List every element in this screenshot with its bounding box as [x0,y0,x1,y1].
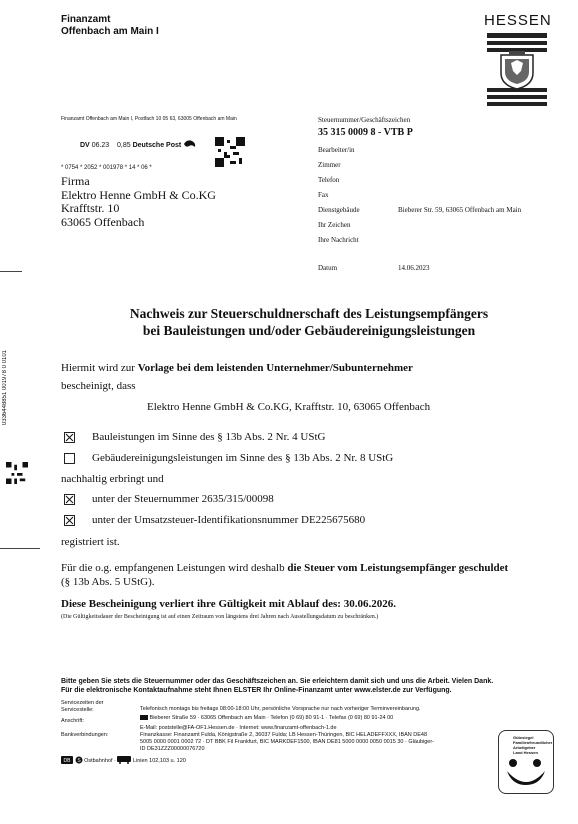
carrier-name: Deutsche Post [132,142,182,149]
sustained-text: nachhaltig erbringt und [61,473,164,485]
bus-icon [117,756,131,764]
badge-line-3: Arbeitgeber [513,745,536,750]
option-construction-label: Bauleistungen im Sinne des § 13b Abs. 2 Nr. 4 UStG [92,431,326,443]
train-icon [61,756,73,764]
office-name [61,14,159,38]
fold-mark [0,271,22,272]
transit-info [61,756,186,764]
transit-station: Ostbahnhof · [84,758,116,764]
validity-statement: Diese Bescheinigung verliert ihre Gültigkeit mit Ablauf des: 30.06.2026. [61,598,396,610]
intro-sentence [61,362,413,374]
svg-text:DB: DB [63,758,71,764]
recipient-address [61,175,216,229]
date-label: Datum [318,264,338,272]
recipient-line-1: Firma [61,174,90,188]
registered-text: registriert ist. [61,536,120,548]
postage-price: 0,85 [117,142,131,149]
title-line-1: Nachweis zur Steuerschuldnerschaft des Leistungsempfängers [129,306,489,321]
postage-date-code: 06.23 [91,142,110,149]
checkbox-construction[interactable] [64,432,75,443]
hessen-coat-of-arms-icon [487,33,547,111]
side-document-number: 0336448851 001978 0 0101 [2,350,8,426]
recipient-line-3: Krafftstr. 10 [61,201,120,215]
vat-id-label: unter der Umsatzsteuer-Identifikationsnummer DE225675680 [92,514,366,526]
bank-line-2: 5005 0000 0001 0002 72 · DT BBK Fil Frankfurt, BIC MARKDEF1500, IBAN DE81 5000 0000 0050 0015 30 · Gläubiger- [140,739,435,745]
postage-imprint [80,139,197,149]
return-address: Finanzamt Offenbach am Main I, Postfach 10 05 63, 63005 Offenbach am Main [61,116,237,122]
badge-line-4: Land Hessen [513,750,538,755]
service-text: Telefonisch montags bis freitags 08:00-18:00 Uhr, persönliche Vorsprache nur nach vorheriger Terminvereinbarung. [140,706,421,712]
building-label: Dienstgebäude [318,206,360,214]
intro-text: Hiermit wird zur [61,362,138,374]
tax-number-label: unter der Steuernummer 2635/315/00098 [92,493,274,505]
family-logo-icon [503,757,549,789]
transit-lines: Linien 102,103 u. 120 [132,758,186,764]
your-message-label: Ihre Nachricht [318,236,359,244]
family-friendly-employer-badge [498,730,554,794]
email-text: E-Mail: poststelle@FA-OF1.Hessen.de · Internet: www.finanzamt-offenbach-1.de [140,725,337,731]
ref-number: 35 315 0009 8 - VTB P [318,127,413,138]
side-qr-code-icon [6,462,28,484]
office-line-1: Finanzamt [61,14,111,25]
footer-note-line-1: Bitte geben Sie stets die Steuernummer oder das Geschäftszeichen an. Sie erleichtern damit sich und uns die Arbeit. Vielen Dank. [61,678,494,685]
badge-line-2: Familienfreundlicher [513,740,553,745]
sbahn-icon [75,756,83,764]
title-line-2: bei Bauleistungen und/oder Gebäudereinigungsleistungen [142,323,476,338]
room-label: Zimmer [318,161,341,169]
dv-code: DV [80,142,90,149]
fold-mark [0,548,40,549]
recipient-line-4: 63065 Offenbach [61,214,145,229]
your-ref-label: Ihr Zeichen [318,221,351,229]
svg-text:S: S [76,758,81,764]
recipient-line-2: Elektro Henne GmbH & Co.KG [61,187,216,202]
ref-label: Steuernummer/Geschäftszeichen [318,116,411,124]
intro-emphasis: Vorlage bei dem leistenden Unternehmer/Subunternehmer [137,362,413,374]
building-icon [140,714,148,720]
service-label: Servicezeiten der Servicestelle: [61,700,104,713]
check-x-icon [65,516,74,525]
clerk-label: Bearbeiter/in [318,146,355,154]
document-title [40,305,578,339]
postage-qr-code-icon [215,137,245,167]
certified-text: bescheinigt, dass [61,380,136,392]
footer-note [61,677,493,695]
badge-line-1: Gütesiegel [513,735,534,740]
check-x-icon [65,433,74,442]
building-value: Bieberer Str. 59, 63065 Offenbach am Main [398,206,522,214]
conclusion-sentence [61,562,508,574]
company-line: Elektro Henne GmbH & Co.KG, Krafftstr. 10, 63065 Offenbach [147,401,431,413]
option-cleaning-label: Gebäudereinigungsleistungen im Sinne des § 13b Abs. 2 Nr. 8 UStG [92,452,394,464]
checkbox-cleaning[interactable] [64,453,75,464]
address-text [140,714,393,722]
bank-line-3: ID DE31ZZZ00000076720 [140,746,205,752]
footer-note-line-2: Für die elektronische Kontaktaufnahme steht Ihnen ELSTER Ihr Online-Finanzamt unter www.elster.de zur Verfügung. [61,687,452,694]
checkbox-vat-id[interactable] [64,515,75,526]
office-line-2: Offenbach am Main I [61,26,159,37]
checkbox-tax-number[interactable] [64,494,75,505]
conclusion-text: Für die o.g. empfangenen Leistungen wird deshalb [61,562,288,574]
conclusion-reference: (§ 13b Abs. 5 UStG). [61,576,155,588]
state-wordmark: HESSEN [484,12,552,29]
bank-line-1: Finanzkasse: Finanzamt Fulda, Königstraße 2, 36037 Fulda; LB Hessen-Thüringen, BIC HELADEFFXXX, IBAN DE48 [140,732,428,738]
fax-label: Fax [318,191,329,199]
conclusion-emphasis: die Steuer vom Leistungsempfänger geschuldet [287,562,509,574]
check-x-icon [65,495,74,504]
address-value: Bieberer Straße 59 · 63065 Offenbach am Main · Telefon (0 69) 80 91-1 · Telefax (0 69) 80 91-24 00 [149,715,394,721]
validity-note: (Die Gültigkeitsdauer der Bescheinigung ist auf einen Zeitraum von längstens drei Jahren nach Ausstellungsdatum zu beschränken.) [61,614,379,620]
bank-label: Bankverbindungen: [61,732,109,738]
routing-code: * 0754 * 2052 * 001978 * 14 * 06 * [61,165,152,171]
date-value: 14.06.2023 [398,264,430,272]
phone-label: Telefon [318,176,340,184]
post-horn-icon [183,139,197,149]
address-label: Anschrift: [61,718,84,724]
